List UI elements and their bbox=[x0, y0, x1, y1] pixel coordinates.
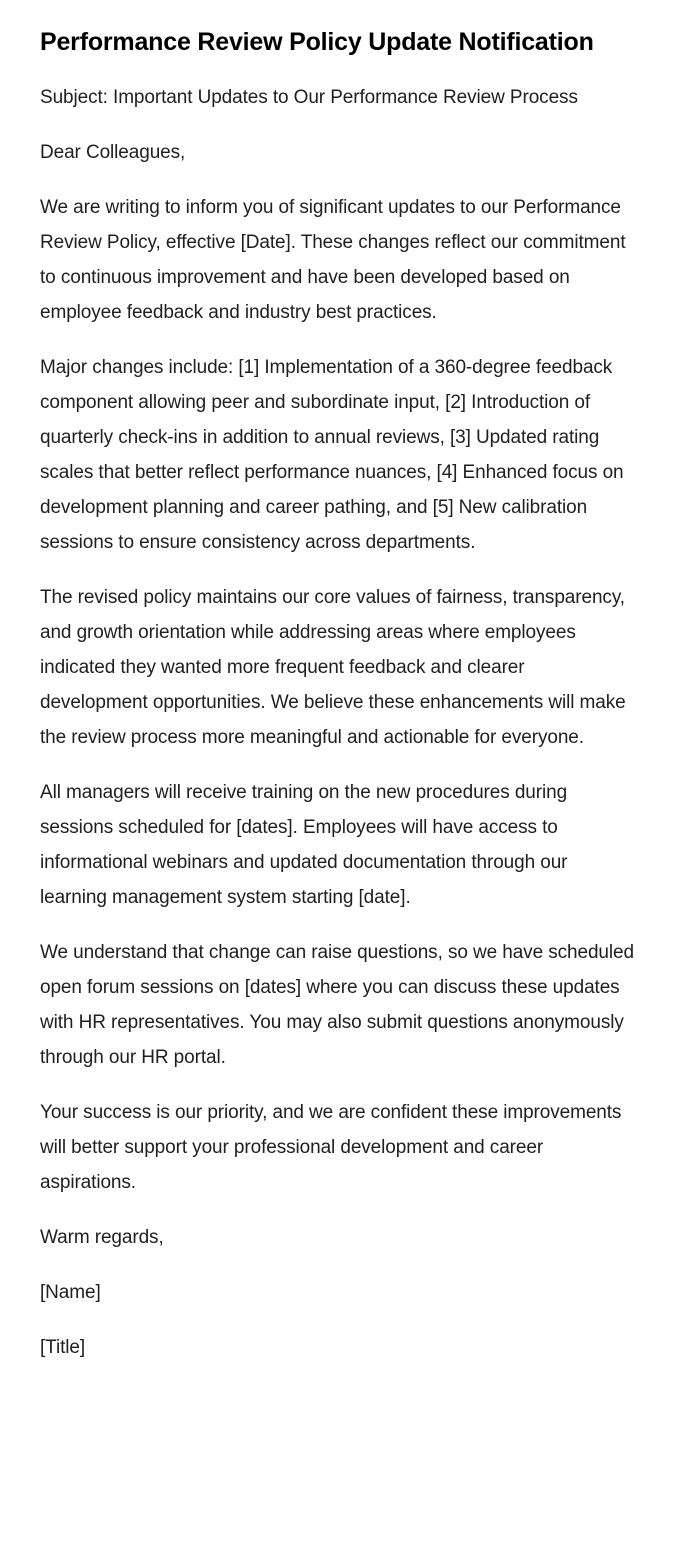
paragraph-training: All managers will receive training on the new procedures during sessions scheduled for [dates]. Employees will have access to informational webinars and updated documentation through our learning management system starting [date]. bbox=[40, 782, 568, 908]
document-body bbox=[40, 80, 635, 1365]
paragraph-intro: We are writing to inform you of significant updates to our Performance Review Policy, effective [Date]. These changes reflect our commitment to continuous improvement and have been developed based on employee feedback and industry best practices. bbox=[40, 197, 626, 323]
page-title: Performance Review Policy Update Notification bbox=[40, 28, 594, 56]
paragraph-closing: Your success is our priority, and we are confident these improvements will better support your professional development and career aspirations. bbox=[40, 1102, 622, 1193]
paragraph-subject: Subject: Important Updates to Our Performance Review Process bbox=[40, 87, 578, 108]
paragraph-core-values: The revised policy maintains our core values of fairness, transparency, and growth orientation while addressing areas where employees indicated they wanted more frequent feedback and clearer development opportunities. We believe these enhancements will make the review process more meaningful and actionable for everyone. bbox=[40, 587, 626, 748]
signature-title: [Title] bbox=[40, 1337, 86, 1358]
paragraph-open-forum: We understand that change can raise questions, so we have scheduled open forum sessions on [dates] where you can discuss these updates with HR representatives. You may also submit questions anonymously through our HR portal. bbox=[40, 942, 634, 1068]
paragraph-salutation: Dear Colleagues, bbox=[40, 142, 186, 163]
paragraph-major-changes: Major changes include: [1] Implementation of a 360-degree feedback component allowing peer and subordinate input, [2] Introduction of quarterly check-ins in addition to annual reviews, [3] Updated rating scales that better reflect performance nuances, [4] Enhanced focus on development planning and career pathing, and [5] New calibration sessions to ensure consistency across departments. bbox=[40, 357, 624, 553]
signature-name: [Name] bbox=[40, 1282, 101, 1303]
paragraph-signoff: Warm regards, bbox=[40, 1227, 164, 1248]
